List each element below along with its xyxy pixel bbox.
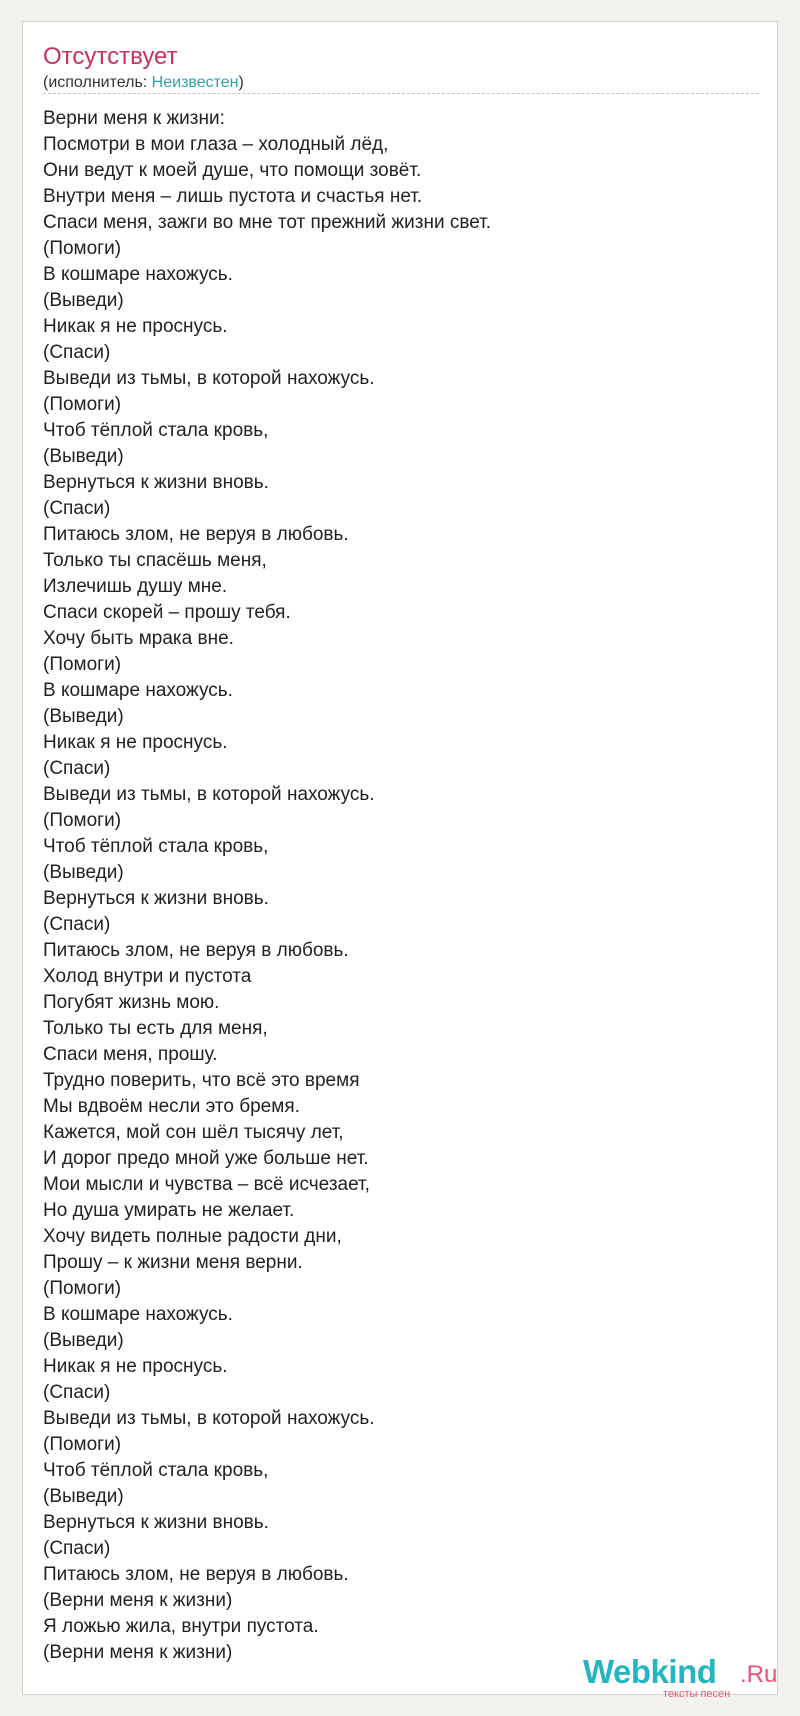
lyric-line: (Помоги): [43, 394, 122, 415]
lyric-line: Вернуться к жизни вновь.: [43, 888, 269, 909]
lyric-line: Питаюсь злом, не веруя в любовь.: [43, 940, 349, 961]
lyric-line: Спаси меня, прошу.: [43, 1044, 218, 1065]
lyric-line: Я ложью жила, внутри пустота.: [43, 1616, 319, 1637]
artist-link[interactable]: Неизвестен: [151, 74, 239, 91]
artist-prefix: (исполнитель:: [43, 74, 152, 91]
lyric-line: (Выведи): [43, 706, 124, 727]
lyric-line: Питаюсь злом, не веруя в любовь.: [43, 1564, 349, 1585]
lyric-line: Верни меня к жизни:: [43, 108, 225, 129]
lyric-line: И дорог предо мной уже больше нет.: [43, 1148, 369, 1169]
lyric-line: Только ты есть для меня,: [43, 1018, 268, 1039]
lyric-line: (Спаси): [43, 1382, 111, 1403]
lyric-line: (Верни меня к жизни): [43, 1590, 233, 1611]
lyric-line: Излечишь душу мне.: [43, 576, 228, 597]
artist-suffix: ): [238, 74, 244, 91]
lyric-line: Хочу быть мрака вне.: [43, 628, 234, 649]
lyric-line: (Спаси): [43, 498, 111, 519]
lyric-line: Холод внутри и пустота: [43, 966, 252, 987]
lyric-line: (Выведи): [43, 1486, 124, 1507]
webkind-logo: [583, 1652, 783, 1704]
logo-tagline: тексты песен: [663, 1688, 731, 1700]
song-header: [43, 42, 759, 93]
lyric-line: (Верни меня к жизни): [43, 1642, 233, 1663]
lyric-line: (Спаси): [43, 914, 111, 935]
lyric-line: (Помоги): [43, 654, 122, 675]
lyric-line: (Помоги): [43, 238, 122, 259]
lyric-line: Хочу видеть полные радости дни,: [43, 1226, 342, 1247]
lyric-line: Спаси меня, зажги во мне тот прежний жизни свет.: [43, 212, 492, 233]
lyric-line: Они ведут к моей душе, что помощи зовёт.: [43, 160, 422, 181]
lyric-line: Выведи из тьмы, в которой нахожусь.: [43, 784, 375, 805]
lyric-line: Чтоб тёплой стала кровь,: [43, 1460, 269, 1481]
header-divider: [43, 93, 759, 94]
lyric-line: (Спаси): [43, 1538, 111, 1559]
lyric-line: Спаси скорей – прошу тебя.: [43, 602, 291, 623]
lyric-line: (Выведи): [43, 290, 124, 311]
lyric-line: Питаюсь злом, не веруя в любовь.: [43, 524, 349, 545]
artist-line: [43, 73, 759, 93]
lyric-line: (Спаси): [43, 758, 111, 779]
lyric-line: Трудно поверить, что всё это время: [43, 1070, 360, 1091]
lyric-line: (Помоги): [43, 1278, 122, 1299]
lyric-line: (Выведи): [43, 446, 124, 467]
lyric-line: Только ты спасёшь меня,: [43, 550, 267, 571]
lyric-line: Мои мысли и чувства – всё исчезает,: [43, 1174, 370, 1195]
lyric-line: Мы вдвоём несли это бремя.: [43, 1096, 300, 1117]
lyric-line: В кошмаре нахожусь.: [43, 680, 233, 701]
lyric-line: Чтоб тёплой стала кровь,: [43, 420, 269, 441]
lyric-line: (Выведи): [43, 862, 124, 883]
lyric-line: Но душа умирать не желает.: [43, 1200, 295, 1221]
lyric-line: В кошмаре нахожусь.: [43, 264, 233, 285]
lyrics-card: [22, 21, 778, 1700]
lyric-line: Вернуться к жизни вновь.: [43, 472, 269, 493]
lyric-line: Никак я не проснусь.: [43, 316, 228, 337]
logo-tld: .Ru: [740, 1661, 778, 1688]
lyric-line: Выведи из тьмы, в которой нахожусь.: [43, 1408, 375, 1429]
lyric-line: Кажется, мой сон шёл тысячу лет,: [43, 1122, 344, 1143]
lyric-line: В кошмаре нахожусь.: [43, 1304, 233, 1325]
lyric-line: Посмотри в мои глаза – холодный лёд,: [43, 134, 389, 155]
lyric-line: (Спаси): [43, 342, 111, 363]
lyric-line: Чтоб тёплой стала кровь,: [43, 836, 269, 857]
lyric-line: Погубят жизнь мою.: [43, 992, 220, 1013]
lyric-line: Вернуться к жизни вновь.: [43, 1512, 269, 1533]
lyric-line: (Помоги): [43, 810, 122, 831]
lyric-line: Никак я не проснусь.: [43, 732, 228, 753]
lyric-line: (Выведи): [43, 1330, 124, 1351]
lyric-line: Прошу – к жизни меня верни.: [43, 1252, 303, 1273]
lyric-line: Выведи из тьмы, в которой нахожусь.: [43, 368, 375, 389]
lyric-line: (Помоги): [43, 1434, 122, 1455]
lyric-line: Внутри меня – лишь пустота и счастья нет.: [43, 186, 423, 207]
logo-brand: Webkind: [583, 1653, 717, 1690]
song-title: Отсутствует: [43, 43, 178, 70]
lyric-line: Никак я не проснусь.: [43, 1356, 228, 1377]
lyrics-text: [43, 106, 759, 1666]
